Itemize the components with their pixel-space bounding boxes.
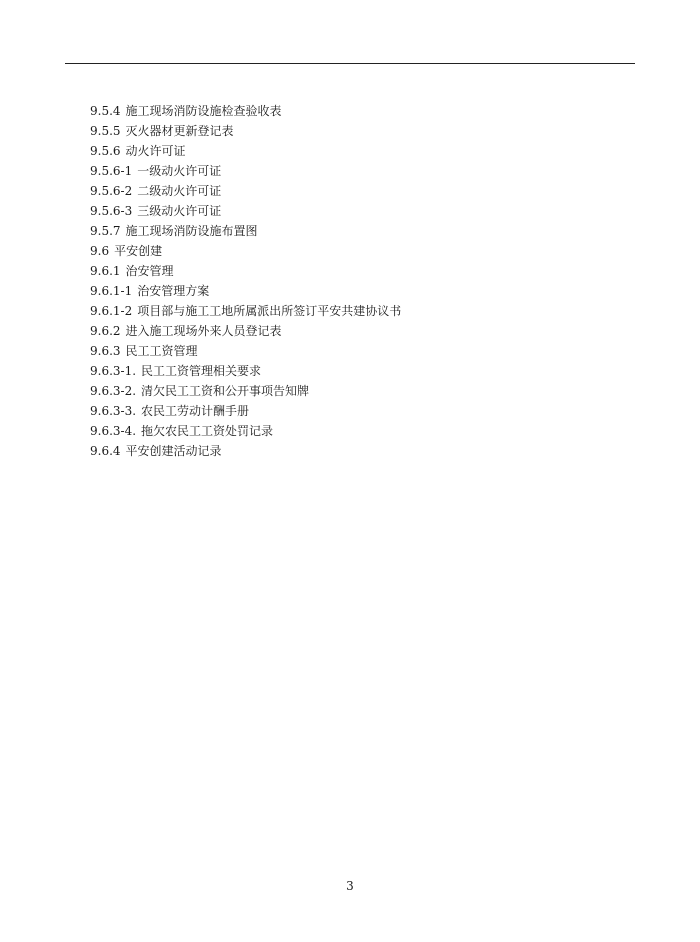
toc-entry: [90, 401, 401, 421]
toc-entry-number: 9.6.1-1: [90, 284, 133, 298]
toc-entry-title: 平安创建活动记录: [125, 444, 222, 458]
toc-entry-title: 拖欠农民工工资处罚记录: [141, 424, 274, 438]
toc-entry-title: 一级动火许可证: [137, 164, 222, 178]
toc-entry-title: 清欠民工工资和公开事项告知牌: [141, 384, 310, 398]
toc-entry-title: 农民工劳动计酬手册: [141, 404, 250, 418]
toc-entry-title: 民工工资管理相关要求: [141, 364, 262, 378]
toc-entry-title: 民工工资管理: [125, 344, 198, 358]
toc-entry: [90, 421, 401, 441]
toc-entry: [90, 361, 401, 381]
toc-entry-title: 项目部与施工工地所属派出所签订平安共建协议书: [137, 304, 402, 318]
page-number: 3: [346, 879, 354, 893]
toc-entry: [90, 261, 401, 281]
toc-entry: [90, 181, 401, 201]
toc-entry: [90, 281, 401, 301]
toc-entry: [90, 341, 401, 361]
toc-entry-number: 9.6.1-2: [90, 304, 133, 318]
toc-entry-number: 9.6.3-3.: [90, 404, 137, 418]
toc-entry-title: 治安管理方案: [137, 284, 210, 298]
toc-entry-number: 9.6.3: [90, 344, 121, 358]
header-rule: [65, 63, 635, 64]
toc-entry-number: 9.5.6-2: [90, 184, 133, 198]
toc-entry-title: 三级动火许可证: [137, 204, 222, 218]
toc-entry-number: 9.6.2: [90, 324, 121, 338]
toc-entry: [90, 161, 401, 181]
toc-entry-number: 9.5.5: [90, 124, 121, 138]
table-of-contents: [90, 101, 401, 461]
toc-entry: [90, 241, 401, 261]
toc-entry-title: 进入施工现场外来人员登记表: [125, 324, 282, 338]
toc-entry: [90, 381, 401, 401]
toc-entry-number: 9.5.6-3: [90, 204, 133, 218]
toc-entry: [90, 101, 401, 121]
toc-entry-title: 治安管理: [125, 264, 174, 278]
toc-entry-title: 平安创建: [114, 244, 163, 258]
toc-entry-title: 二级动火许可证: [137, 184, 222, 198]
toc-entry-number: 9.6: [90, 244, 110, 258]
toc-entry: [90, 441, 401, 461]
toc-entry-number: 9.5.6-1: [90, 164, 133, 178]
toc-entry: [90, 201, 401, 221]
toc-entry-title: 施工现场消防设施检查验收表: [125, 104, 282, 118]
toc-entry-number: 9.6.3-2.: [90, 384, 137, 398]
toc-entry-number: 9.5.7: [90, 224, 121, 238]
toc-entry: [90, 301, 401, 321]
toc-entry-number: 9.5.6: [90, 144, 121, 158]
toc-entry-number: 9.6.4: [90, 444, 121, 458]
toc-entry-number: 9.6.1: [90, 264, 121, 278]
toc-entry-title: 动火许可证: [125, 144, 186, 158]
toc-entry-title: 施工现场消防设施布置图: [125, 224, 258, 238]
toc-entry-number: 9.5.4: [90, 104, 121, 118]
toc-entry-number: 9.6.3-4.: [90, 424, 137, 438]
toc-entry-number: 9.6.3-1.: [90, 364, 137, 378]
toc-entry: [90, 121, 401, 141]
toc-entry: [90, 221, 401, 241]
toc-entry: [90, 321, 401, 341]
toc-entry-title: 灭火器材更新登记表: [125, 124, 234, 138]
toc-entry: [90, 141, 401, 161]
